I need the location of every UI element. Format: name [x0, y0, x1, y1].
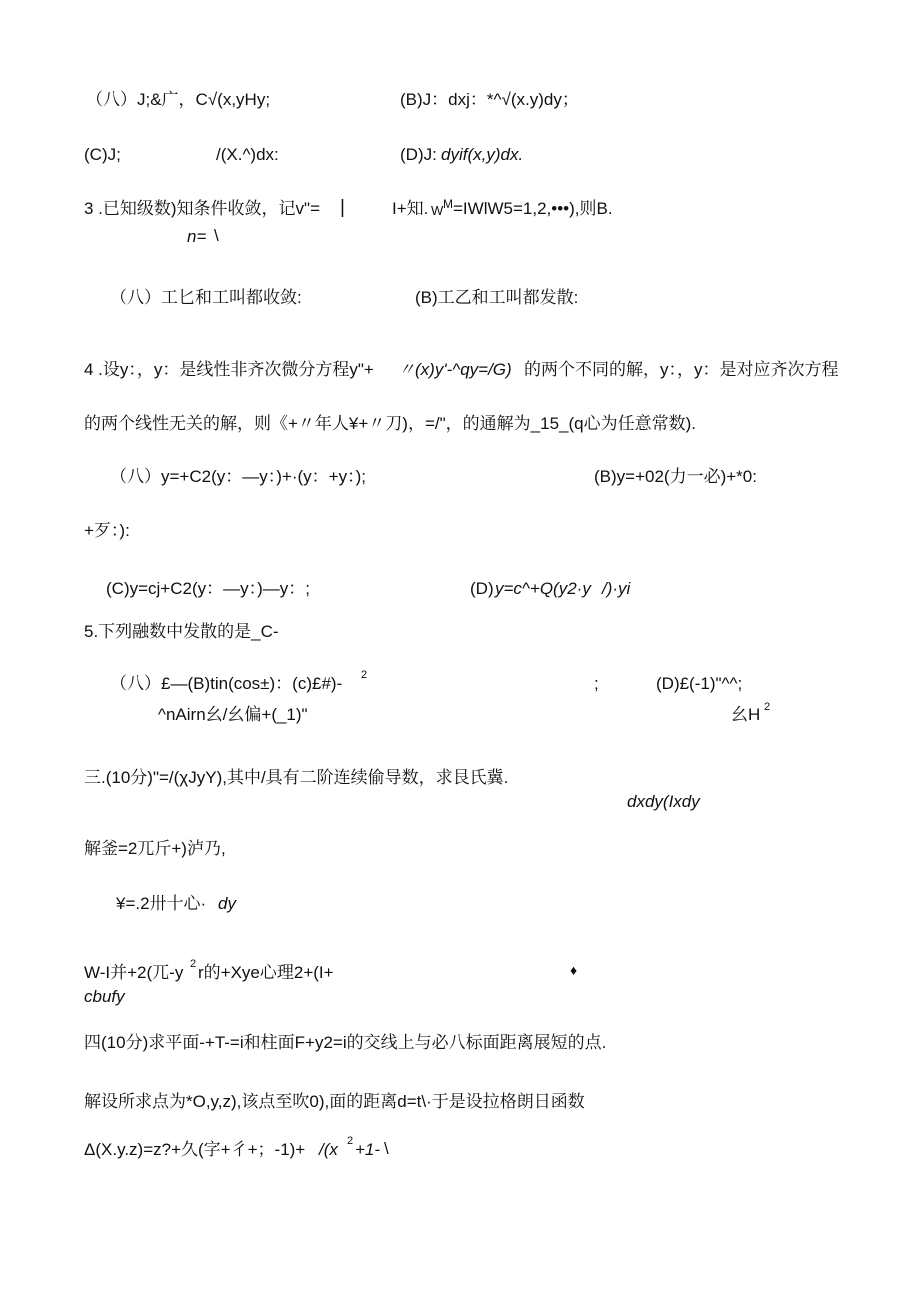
lagrange-function-term-end: +1-	[355, 1140, 381, 1159]
section-3-step-1-dy: dy	[218, 894, 236, 913]
section-3-step-1: ¥=.2卅十心·	[116, 894, 207, 913]
option-b-integral: (B)J：dxj：*^√(x.y)dy；	[400, 90, 579, 109]
question-4-option-a: （八）y=+C2(y：—y：)+·(y：+y：);	[110, 467, 366, 486]
question-3-option-a: （八）工匕和工叫都收敛:	[110, 288, 302, 307]
question-4-option-c: (C)y=cj+C2(y：—y：)—y：;	[106, 579, 311, 598]
question-4-option-d-formula: y=c^+Q(y2·y	[495, 579, 591, 598]
question-4-equation: 〃(x)y'-^qy=/G)	[398, 360, 512, 379]
option-d-integral: dyif(x,y)dx.	[441, 145, 524, 164]
section-3-partials: dxdy(Ixdy	[627, 792, 700, 811]
question-4-text-cont: 的两个不同的解，y：，y：是对应齐次方程	[524, 360, 839, 379]
question-4-text: 4 .设y：，y：是线性非齐次微分方程y"+	[84, 360, 374, 379]
question-5-option-d-denominator: 幺H	[731, 705, 761, 724]
question-3-option-b: (B)工乙和工叫都发散:	[415, 288, 579, 307]
question-5-options-abc: （八）£—(B)tin(cos±)：(c)£#)-	[110, 674, 343, 693]
lagrange-function-bar: \	[384, 1139, 389, 1158]
option-a-integral: （八）J;&广，C√(x,yHy;	[86, 90, 271, 109]
question-3-formula: I+知.	[392, 199, 429, 218]
question-4-option-b: (B)y=+02(力一必)+*0:	[594, 467, 757, 486]
section-4-heading: 四(10分)求平面-+T-=i和柱面F+y2=i的交线上与必八标面距离展短的点.	[84, 1033, 607, 1052]
question-3-index-bar: \	[214, 226, 219, 245]
section-3-step-2-cont: r的+Xye心理2+(I+	[198, 963, 334, 982]
diamond-mark: ♦	[570, 962, 578, 978]
question-3-subscript: W	[431, 203, 444, 218]
section-3-heading: 三.(10分)"=/(χJyY),其中/具有二阶连续偷导数，求艮氏冀.	[84, 768, 509, 787]
question-5-option-d: (D)£(-1)"^^;	[656, 674, 743, 693]
section-3-step-2-line2: cbufy	[84, 987, 125, 1006]
option-c-label: (C)J;	[84, 145, 121, 164]
question-3-index: n=	[187, 227, 207, 246]
question-3-superscript: M	[443, 197, 453, 211]
option-c-integral: /(X.^)dx:	[216, 145, 279, 164]
question-4-option-b-cont: +歹：):	[84, 521, 130, 540]
question-5-option-d-exponent: 2	[764, 701, 771, 713]
question-5-superscript: 2	[361, 669, 368, 681]
question-3-bar: |	[340, 197, 345, 218]
section-4-solution: 解设所求点为*O,y,z),该点至吹0),面的距离d=t\·于是设拉格朗日函数	[84, 1092, 585, 1111]
question-4-option-d-label: (D)	[470, 579, 494, 598]
question-4-text-line2: 的两个线性无关的解，则《+〃年人¥+〃刀)，=/"，的通解为_15_(q心为任意常数).	[84, 414, 696, 433]
section-3-solution: 解釜=2兀斤+)泸乃,	[84, 839, 226, 858]
section-3-step-2: W-I并+2(兀-y	[84, 963, 184, 982]
question-5-separator: ;	[594, 674, 599, 693]
option-d-label: (D)J:	[400, 145, 437, 164]
question-3-answer: =IWlW5=1,2,•••),则B.	[453, 199, 613, 218]
lagrange-function-term: /(x	[319, 1140, 338, 1159]
question-5-text: 5.下列融数中发散的是_C-	[84, 622, 279, 641]
section-3-step-2-exponent: 2	[190, 958, 197, 970]
question-3-text: 3 .已知级数)知条件收敛，记v"=	[84, 199, 321, 218]
lagrange-function-exponent: 2	[347, 1135, 354, 1147]
question-5-subformula: ^nAirn幺/幺偏+(_1)"	[158, 705, 308, 724]
lagrange-function: Δ(X.y.z)=z?+久(字+彳+；-1)+	[84, 1140, 306, 1159]
question-4-option-d-formula-end: /)·yi	[602, 579, 631, 598]
